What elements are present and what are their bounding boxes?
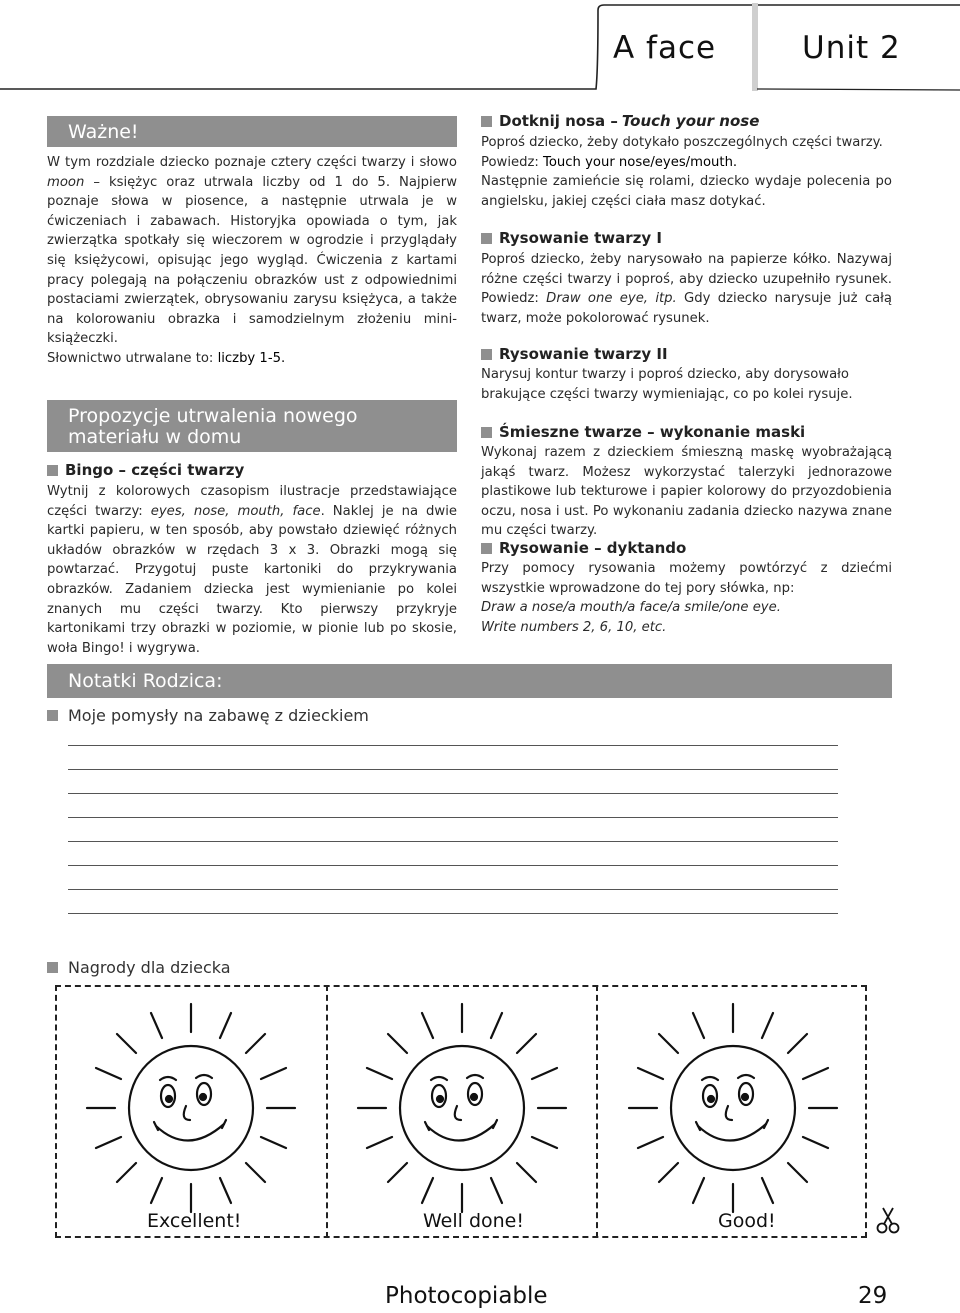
propozycje-title-2: materiału w domu (68, 426, 242, 448)
scissors-icon (874, 1206, 902, 1236)
photocopiable-label: Photocopiable (385, 1283, 548, 1309)
s1-p3: Następnie zamieńcie się rolami, dziecko wydaje polecenia po angielsku, jakiej części ciała masz dotykać. (481, 174, 892, 209)
cut-divider (326, 985, 328, 1238)
sun-smiley-icon (347, 996, 577, 1226)
bingo-words: eyes, nose, mouth, face (150, 503, 321, 519)
rewards-heading (47, 958, 231, 977)
s2-text (481, 250, 892, 328)
s5-heading (481, 539, 686, 557)
notatki-title: Notatki Rodzica: (68, 670, 223, 692)
write-line[interactable] (68, 817, 838, 818)
s5-p: Przy pomocy rysowania możemy powtórzyć z dziećmi wszystkie wprowadzone do tej pory słówka, np: (481, 561, 892, 596)
wazne-p1a: W tym rozdziale dziecko poznaje cztery części twarzy i słowo (47, 155, 457, 170)
wazne-text (47, 153, 457, 369)
reward-label: Well done! (423, 1210, 524, 1232)
s1-p2b: Touch your nose/eyes/mouth. (543, 154, 738, 170)
sun-smiley-icon (76, 996, 306, 1226)
page-number: 29 (858, 1283, 888, 1309)
wazne-banner (47, 116, 457, 147)
bingo-title: Bingo – części twarzy (65, 461, 245, 479)
write-line[interactable] (68, 889, 838, 890)
reward-label: Good! (718, 1210, 776, 1232)
sun-smiley-icon (618, 996, 848, 1226)
propozycje-banner (47, 400, 457, 452)
s2-b: Gdy dziecko narysuje już całą twarz, może pokolorować rysunek. (481, 291, 893, 326)
bullet-square-icon (47, 962, 58, 973)
propozycje-title-1: Propozycje utrwalenia nowego (68, 405, 358, 427)
s1-text (481, 133, 892, 211)
reward-label: Excellent! (147, 1210, 242, 1232)
s1-title-b: Touch your nose (621, 112, 760, 130)
bingo-b: . Naklej je na dwie kartki papieru, w ten sposób, aby powstało dziewięć różnych układów obrazków w rzędach 3 x 3. Obrazki mogą się powtarzać. Przygotuj puste kartoniki do przykrywania obrazków. Zadaniem dziecka jest wymienianie po kolei znanych mu części twarzy. Kto pierwszy przykryje kartonikami trzy obrazki w poziomie, w pionie lub po skosie, woła Bingo! i wygrywa. (47, 503, 457, 656)
write-line[interactable] (68, 841, 838, 842)
bullet-square-icon (481, 349, 492, 360)
wazne-moon: moon (47, 174, 85, 190)
s2-heading (481, 229, 662, 247)
s5-title: Rysowanie – dyktando (499, 539, 687, 557)
write-line[interactable] (68, 769, 838, 770)
s4-title: Śmieszne twarze – wykonanie maski (499, 423, 806, 441)
bullet-square-icon (47, 710, 58, 721)
bingo-a: Wytnij z kolorowych czasopism ilustracje przedstawiające części twarzy: (47, 484, 457, 519)
wazne-title: Ważne! (68, 121, 139, 143)
s5-line2: Write numbers 2, 6, 10, etc. (481, 619, 667, 635)
s4-text (481, 443, 892, 541)
write-line[interactable] (68, 865, 838, 866)
notatki-banner (47, 664, 892, 698)
s4-heading (481, 423, 805, 441)
s2-title: Rysowanie twarzy I (499, 229, 662, 247)
vocab-label: Słownictwo utrwalane to: (47, 350, 218, 366)
s3-heading (481, 345, 668, 363)
ideas-heading (47, 706, 369, 725)
s2-a: Poproś dziecko, żeby narysowało na papierze kółko. Nazywaj różne części twarzy i poproś, aby dziecko uzupełniło rysunek. Powiedz: (481, 252, 892, 307)
s3-text (481, 365, 892, 404)
s1-p2a: Powiedz: (481, 154, 544, 170)
unit-number: Unit 2 (802, 30, 901, 66)
write-line[interactable] (68, 793, 838, 794)
write-line[interactable] (68, 913, 838, 914)
s4-p: Wykonaj razem z dzieckiem śmieszną maskę wyobrażającą jakąś twarz. Możesz wykorzystać talerzyki jednorazowe plastikowe lub tekturowe i papier kolorowy do przyozdobienia oczu, nosa i ust. Po wykonaniu zadania dziecko nazywa znane mu części twarzy. (481, 445, 892, 539)
bullet-square-icon (481, 233, 492, 244)
bingo-heading (47, 461, 244, 479)
bingo-text (47, 482, 457, 658)
bullet-square-icon (481, 116, 492, 127)
s1-title-a: Dotknij nosa – (499, 112, 618, 130)
bullet-square-icon (47, 465, 58, 476)
bullet-square-icon (481, 543, 492, 554)
s1-p1: Poproś dziecko, żeby dotykało poszczególnych części twarzy. (481, 135, 883, 150)
bullet-square-icon (481, 427, 492, 438)
s1-heading (481, 112, 759, 130)
unit-title: A face (613, 30, 717, 66)
vocab-value: liczby 1-5. (217, 350, 286, 366)
cut-divider (596, 985, 598, 1238)
write-line[interactable] (68, 745, 838, 746)
s5-text (481, 559, 892, 637)
ideas-title: Moje pomysły na zabawę z dzieckiem (68, 706, 369, 725)
s3-p: Narysuj kontur twarzy i poproś dziecko, aby dorysowało brakujące części twarzy wymieniając, co po kolei rysuje. (481, 367, 853, 402)
s3-title: Rysowanie twarzy II (499, 345, 668, 363)
wazne-p1b: – księżyc oraz utrwala liczby od 1 do 5. Najpierw poznaje słowa w piosence, a następnie utrwala je w ćwiczeniach i zabawach. Historyjka opowiada o tym, jak zwierzątka spotkały się wieczorem w ogrodzie i przyglądały się księżycowi, opisując jego wygląd. Ćwiczenia z kartami pracy polegają na połączeniu obrazków ust z odpowiednimi postaciami zwierzątek, obrysowaniu zarysu księżyca, a także na kolorowaniu obrazka i samodzielnym złożeniu mini-książeczki. (47, 174, 457, 347)
s2-it: Draw one eye, itp. (546, 291, 677, 307)
rewards-title: Nagrody dla dziecka (68, 958, 231, 977)
s5-line1: Draw a nose/a mouth/a face/a smile/one eye. (481, 600, 781, 616)
